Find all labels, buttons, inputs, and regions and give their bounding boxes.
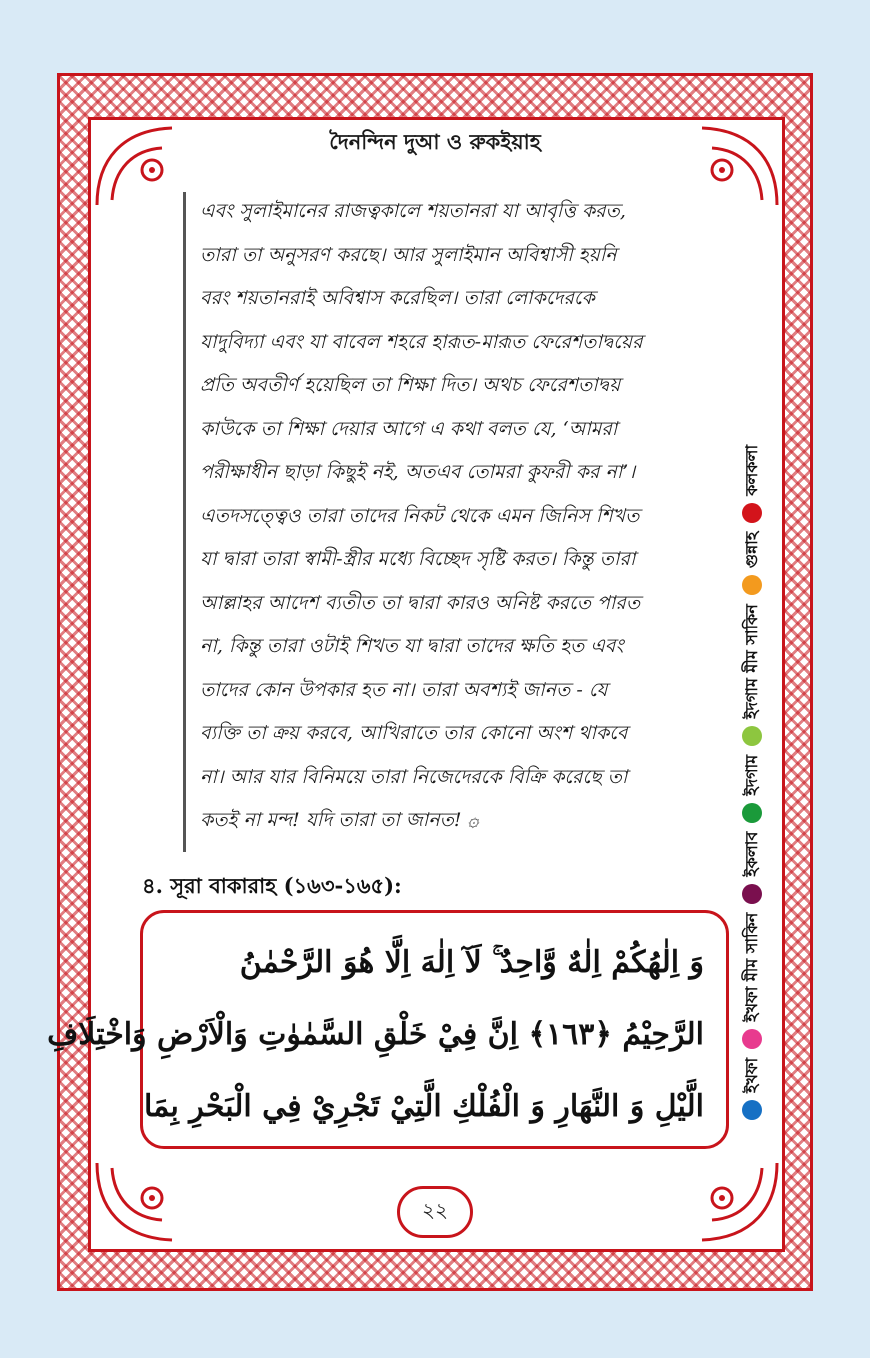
legend-item-idgham-meem-sakin: ইদগাম মীম সাকিন [739,604,766,746]
legend-dot-icon [742,726,762,746]
corner-ornament-bottom-left-icon [92,1158,212,1248]
legend-dot-icon [742,1029,762,1049]
legend-item-ikhfa: ইখফা [739,1058,766,1120]
translation-text [200,190,690,843]
legend-item-ikhfa-meem-sakin: ইখফা মীম সাকিন [739,913,766,1049]
tajweed-legend [737,240,767,1120]
text-line: কাউকে তা শিক্ষা দেয়ার আগে এ কথা বলত যে, ‘আমরা [200,417,618,440]
text-line: যাদুবিদ্যা এবং যা বাবেল শহরে হারূত-মারূত ফেরেশতাদ্বয়ের [200,330,643,353]
text-line: এতদসত্ত্বেও তারা তাদের নিকট থেকে এমন জিনিস শিখত [200,504,640,527]
legend-dot-icon [742,1100,762,1120]
text-line: ব্যক্তি তা ক্রয় করবে, আখিরাতে তার কোনো অংশ থাকবে [200,722,628,744]
legend-dot-icon [742,884,762,904]
text-line: কতই না মন্দ! যদি তারা তা জানত! ۞ [200,809,479,831]
text-line: পরীক্ষাধীন ছাড়া কিছুই নই, অতএব তোমরা কুফরী কর না’। [200,461,636,483]
legend-item-iqlab: ইকলাব [739,832,766,904]
text-line: প্রতি অবতীর্ণ হয়েছিল তা শিক্ষা দিত। অথচ ফেরেশতাদ্বয় [200,374,621,396]
section-heading: ৪. সূরা বাকারাহ (১৬৩-১৬৫): [142,873,402,898]
quote-rule [183,192,186,852]
arabic-line: وَ اِلٰهُكُمْ اِلٰهٌ وَّاحِدٌ ۚ لَآ اِلٰهَ اِلَّا هُوَ الرَّحْمٰنُ [239,945,704,980]
legend-item-qalqala: কলকলা [739,445,766,523]
text-line: বরং শয়তানরাই অবিশ্বাস করেছিল। তারা লোকদেরকে [200,287,595,309]
arabic-verse-box [47,910,729,1149]
text-line: না। আর যার বিনিময়ে তারা নিজেদেরকে বিক্রি করেছে তা [200,765,628,788]
arabic-line: الَّيْلِ وَ النَّهَارِ وَ الْفُلْكِ الَّتِيْ تَجْرِيْ فِي الْبَحْرِ بِمَا [144,1089,704,1124]
legend-item-ghunnah: গুন্নাহ [739,532,766,595]
text-line: তারা তা অনুসরণ করছে। আর সুলাইমান অবিশ্বাসী হয়নি [200,243,617,266]
text-line: তাদের কোন উপকার হত না। তারা অবশ্যই জানত - যে [200,678,608,701]
legend-dot-icon [742,503,762,523]
legend-dot-icon [742,575,762,595]
page-number: ২২ [397,1186,473,1238]
legend-dot-icon [742,803,762,823]
text-line: না, কিন্তু তারা ওটাই শিখত যা দ্বারা তাদের ক্ষতি হত এবং [200,635,624,657]
legend-item-idgham: ইদগাম [739,755,766,823]
page-header-title: দৈনন্দিন দুআ ও রুকইয়াহ [329,129,541,154]
text-line: যা দ্বারা তারা স্বামী-স্ত্রীর মধ্যে বিচ্ছেদ সৃষ্টি করত। কিন্তু তারা [200,548,636,570]
corner-ornament-bottom-right-icon [662,1158,782,1248]
text-line: এবং সুলাইমানের রাজত্বকালে শয়তানরা যা আবৃত্তি করত, [200,200,626,222]
arabic-line: الرَّحِيْمُ ﴿١٦٣﴾ اِنَّ فِيْ خَلْقِ السَّمٰوٰتِ وَالْاَرْضِ وَاخْتِلَافِ [47,1017,704,1052]
text-line: আল্লাহর আদেশ ব্যতীত তা দ্বারা কারও অনিষ্ট করতে পারত [200,591,641,614]
